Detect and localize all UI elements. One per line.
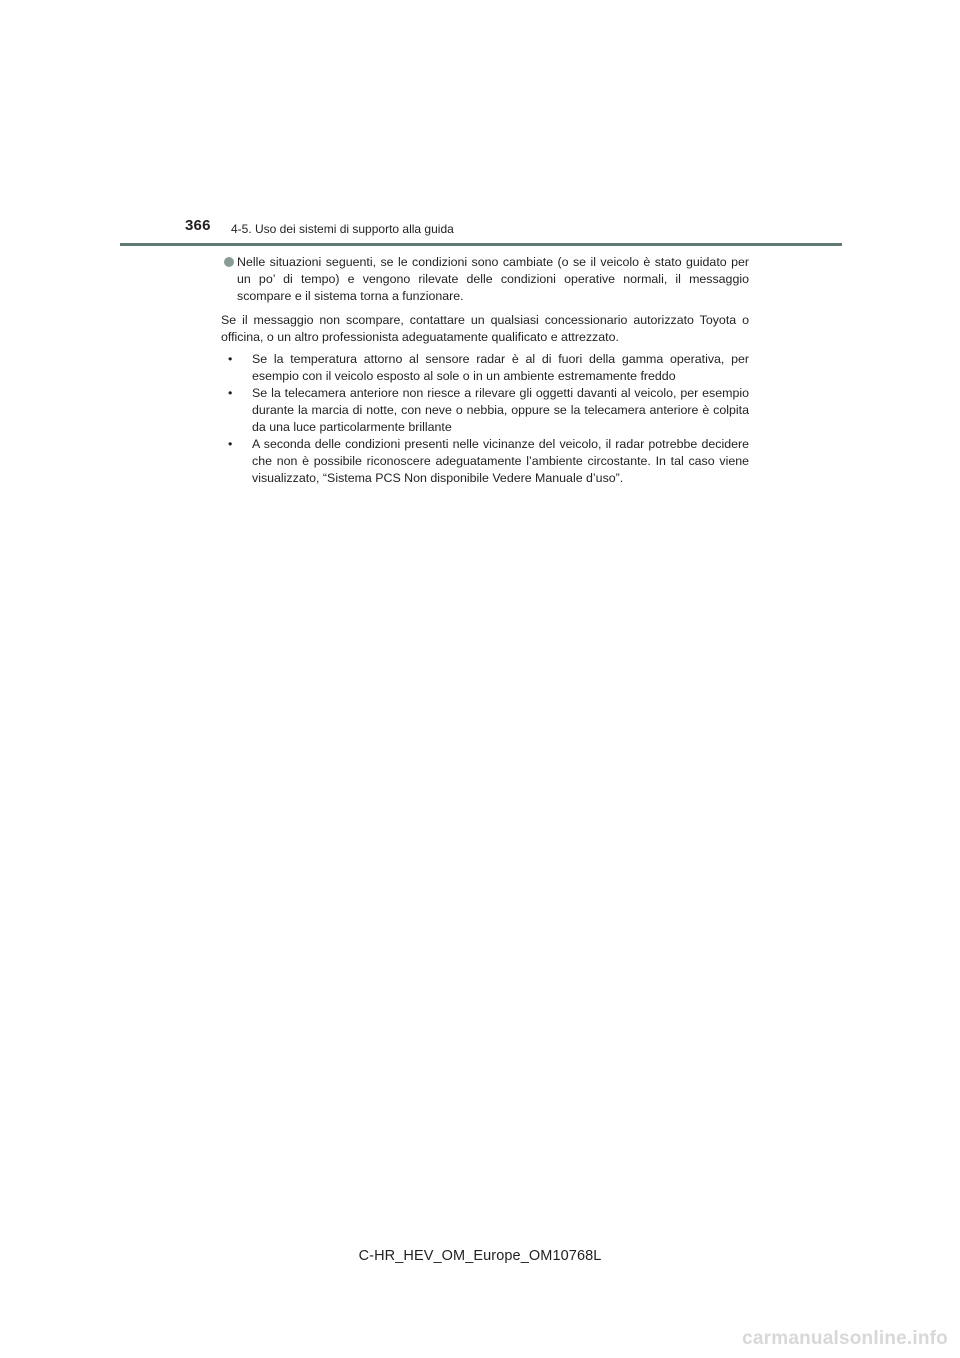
document-code: C-HR_HEV_OM_Europe_OM10768L bbox=[358, 1248, 602, 1264]
list-item bbox=[228, 385, 749, 436]
list-item-text: Se la telecamera anteriore non riesce a rilevare gli oggetti davanti al veicolo, per esempio durante la marcia di notte, con neve o nebbia, oppure se la telecamera anteriore è colpita da una luce particolarmente brillante bbox=[252, 386, 749, 434]
list-item-text: Se la temperatura attorno al sensore radar è al di fuori della gamma operativa, per esempio con il veicolo esposto al sole o in un ambiente estremamente freddo bbox=[252, 352, 749, 383]
list-marker: • bbox=[228, 386, 233, 400]
round-bullet-icon bbox=[224, 257, 234, 267]
list-item-text: A seconda delle condizioni presenti nelle vicinanze del veicolo, il radar potrebbe decidere che non è possibile riconoscere adeguatamente l’ambiente circostante. In tal caso viene visualizzato, “Sistema PCS Non disponibile Vedere Manuale d’uso”. bbox=[252, 437, 749, 485]
page-body bbox=[221, 254, 749, 487]
body-paragraph: Se il messaggio non scompare, contattare un qualsiasi concessionario autorizzato Toyota o officina, o un altro professionista adeguatamente qualificato e attrezzato. bbox=[221, 313, 749, 344]
list-item bbox=[228, 436, 749, 487]
page-number: 366 bbox=[185, 217, 211, 234]
watermark: carmanualsonline.info bbox=[742, 1328, 948, 1349]
bullet-paragraph-text: Nelle situazioni seguenti, se le condizioni sono cambiate (o se il veicolo è stato guidato per un po’ di tempo) e vengono rilevate delle condizioni operative normali, il messaggio scompare e il sistema torna a funzionare. bbox=[237, 255, 749, 303]
section-title: 4-5. Uso dei sistemi di supporto alla guida bbox=[231, 222, 454, 236]
bullet-paragraph bbox=[221, 254, 749, 305]
list-marker: • bbox=[228, 437, 233, 451]
header-divider bbox=[120, 243, 842, 246]
list-marker: • bbox=[228, 352, 233, 366]
condition-list bbox=[221, 351, 749, 487]
list-item bbox=[228, 351, 749, 385]
